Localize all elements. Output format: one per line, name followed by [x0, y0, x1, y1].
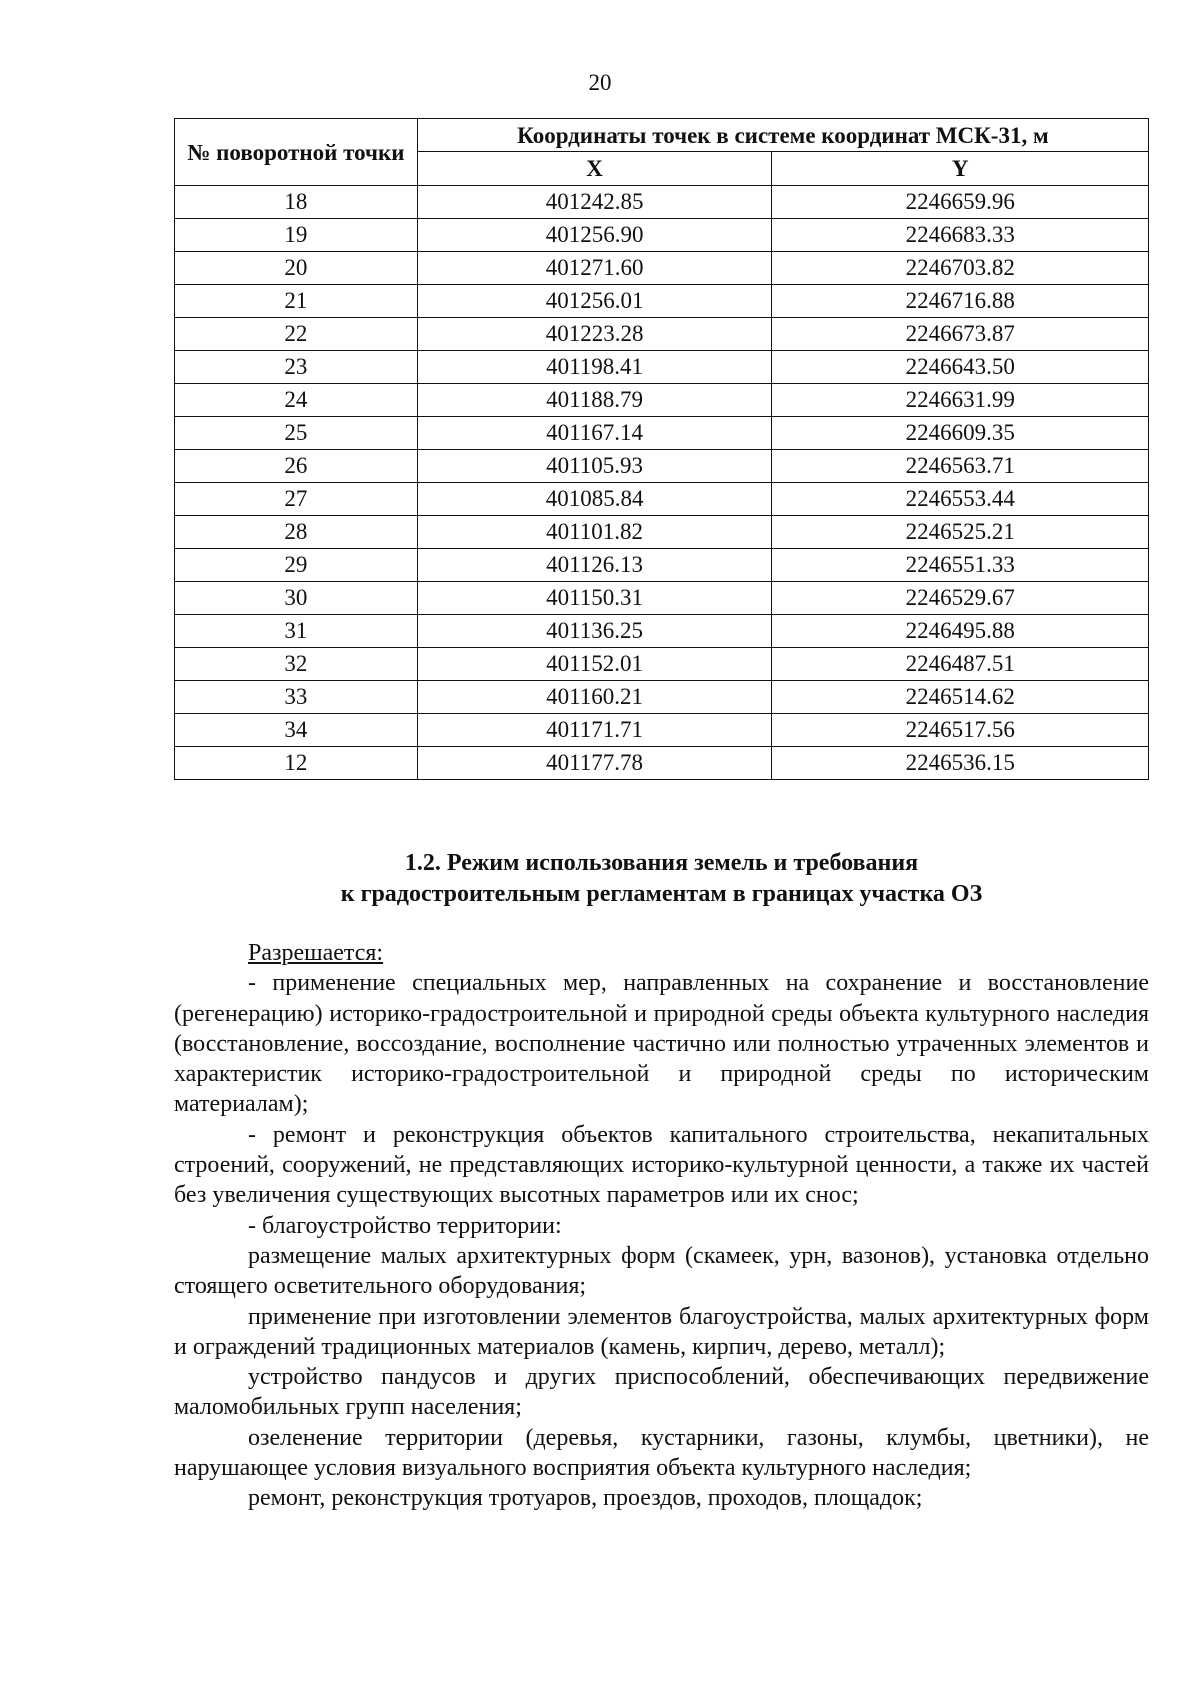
table-row: [175, 417, 1149, 450]
paragraph-landscaping: - благоустройство территории:: [248, 1212, 562, 1239]
point-number-cell: 33: [175, 681, 418, 714]
point-number-cell: 31: [175, 615, 418, 648]
y-coordinate-cell: 2246487.51: [772, 648, 1149, 681]
x-coordinate-cell: 401136.25: [417, 615, 772, 648]
y-coordinate-cell: 2246716.88: [772, 285, 1149, 318]
paragraph-repair-reconstruction: - ремонт и реконструкция объектов капитального строительства, некапитальных строений, сооружений, не представляющих историко-культурной ценности, а также их частей без увеличения существующих высотных параметров или их снос;: [174, 1121, 1149, 1209]
y-coordinate-cell: 2246643.50: [772, 351, 1149, 384]
point-number-cell: 25: [175, 417, 418, 450]
point-number-cell: 12: [175, 747, 418, 780]
table-row: [175, 648, 1149, 681]
paragraph-traditional-materials: применение при изготовлении элементов благоустройства, малых архитектурных форм и ограждений традиционных материалов (камень, кирпич, дерево, металл);: [174, 1303, 1149, 1360]
section-body: [174, 938, 1149, 1514]
point-number-cell: 32: [175, 648, 418, 681]
table-row: [175, 285, 1149, 318]
paragraph-special-measures: - применение специальных мер, направленных на сохранение и восстановление (регенерацию) историко-градостроительной и природной среды объекта культурного наследия (восстановление, воссоздание, восполнение частично или полностью утраченных элементов и характеристик историко-градостроительной и природной среды по историческим материалам);: [174, 970, 1149, 1118]
table-row: [175, 252, 1149, 285]
point-number-cell: 29: [175, 549, 418, 582]
point-number-cell: 19: [175, 219, 418, 252]
point-number-cell: 23: [175, 351, 418, 384]
y-coordinate-cell: 2246659.96: [772, 186, 1149, 219]
allowed-label: Разрешается:: [248, 940, 384, 966]
y-coordinate-cell: 2246551.33: [772, 549, 1149, 582]
page-number: 20: [588, 70, 612, 95]
table-row: [175, 516, 1149, 549]
point-number-cell: 22: [175, 318, 418, 351]
header-y: Y: [772, 152, 1149, 186]
y-coordinate-cell: 2246631.99: [772, 384, 1149, 417]
y-coordinate-cell: 2246683.33: [772, 219, 1149, 252]
point-number-cell: 34: [175, 714, 418, 747]
y-coordinate-cell: 2246553.44: [772, 483, 1149, 516]
y-coordinate-cell: 2246529.67: [772, 582, 1149, 615]
table-row: [175, 582, 1149, 615]
paragraph-small-forms: размещение малых архитектурных форм (скамеек, урн, вазонов), установка отдельно стоящего осветительного оборудования;: [174, 1242, 1149, 1300]
x-coordinate-cell: 401256.90: [417, 219, 772, 252]
table-row: [175, 615, 1149, 648]
table-header: [175, 119, 1149, 186]
x-coordinate-cell: 401150.31: [417, 582, 772, 615]
header-coordinates: Координаты точек в системе координат МСК-31, м: [417, 119, 1148, 152]
table-row: [175, 219, 1149, 252]
coordinates-table: [174, 118, 1149, 780]
point-number-cell: 30: [175, 582, 418, 615]
table-row: [175, 450, 1149, 483]
x-coordinate-cell: 401167.14: [417, 417, 772, 450]
x-coordinate-cell: 401126.13: [417, 549, 772, 582]
y-coordinate-cell: 2246673.87: [772, 318, 1149, 351]
paragraph-greening: озеленение территории (деревья, кустарники, газоны, клумбы, цветники), не нарушающее условия визуального восприятия объекта культурного наследия;: [174, 1424, 1149, 1482]
table-row: [175, 747, 1149, 780]
x-coordinate-cell: 401152.01: [417, 648, 772, 681]
y-coordinate-cell: 2246703.82: [772, 252, 1149, 285]
y-coordinate-cell: 2246609.35: [772, 417, 1149, 450]
header-x: X: [417, 152, 772, 186]
table-row: [175, 186, 1149, 219]
section-heading: [174, 848, 1149, 910]
x-coordinate-cell: 401177.78: [417, 747, 772, 780]
point-number-cell: 20: [175, 252, 418, 285]
x-coordinate-cell: 401256.01: [417, 285, 772, 318]
x-coordinate-cell: 401101.82: [417, 516, 772, 549]
table-row: [175, 318, 1149, 351]
x-coordinate-cell: 401271.60: [417, 252, 772, 285]
point-number-cell: 27: [175, 483, 418, 516]
x-coordinate-cell: 401198.41: [417, 351, 772, 384]
point-number-cell: 18: [175, 186, 418, 219]
paragraph-sidewalks: ремонт, реконструкция тротуаров, проездов, проходов, площадок;: [248, 1485, 923, 1512]
y-coordinate-cell: 2246536.15: [772, 747, 1149, 780]
paragraph-ramps: устройство пандусов и других приспособлений, обеспечивающих передвижение маломобильных групп населения;: [174, 1364, 1149, 1421]
x-coordinate-cell: 401085.84: [417, 483, 772, 516]
y-coordinate-cell: 2246525.21: [772, 516, 1149, 549]
table-row: [175, 714, 1149, 747]
y-coordinate-cell: 2246495.88: [772, 615, 1149, 648]
point-number-cell: 21: [175, 285, 418, 318]
x-coordinate-cell: 401242.85: [417, 186, 772, 219]
point-number-cell: 26: [175, 450, 418, 483]
y-coordinate-cell: 2246563.71: [772, 450, 1149, 483]
x-coordinate-cell: 401171.71: [417, 714, 772, 747]
section-heading-line-2: к градостроительным регламентам в границах участка ОЗ: [340, 881, 983, 907]
table-row: [175, 351, 1149, 384]
y-coordinate-cell: 2246517.56: [772, 714, 1149, 747]
table-row: [175, 483, 1149, 516]
table-row: [175, 549, 1149, 582]
x-coordinate-cell: 401223.28: [417, 318, 772, 351]
y-coordinate-cell: 2246514.62: [772, 681, 1149, 714]
x-coordinate-cell: 401105.93: [417, 450, 772, 483]
header-point-number: № поворотной точки: [175, 119, 418, 186]
point-number-cell: 28: [175, 516, 418, 549]
section-heading-line-1: 1.2. Режим использования земель и требования: [404, 850, 919, 876]
table-row: [175, 384, 1149, 417]
x-coordinate-cell: 401188.79: [417, 384, 772, 417]
point-number-cell: 24: [175, 384, 418, 417]
table-body: [175, 186, 1149, 780]
x-coordinate-cell: 401160.21: [417, 681, 772, 714]
table-row: [175, 681, 1149, 714]
